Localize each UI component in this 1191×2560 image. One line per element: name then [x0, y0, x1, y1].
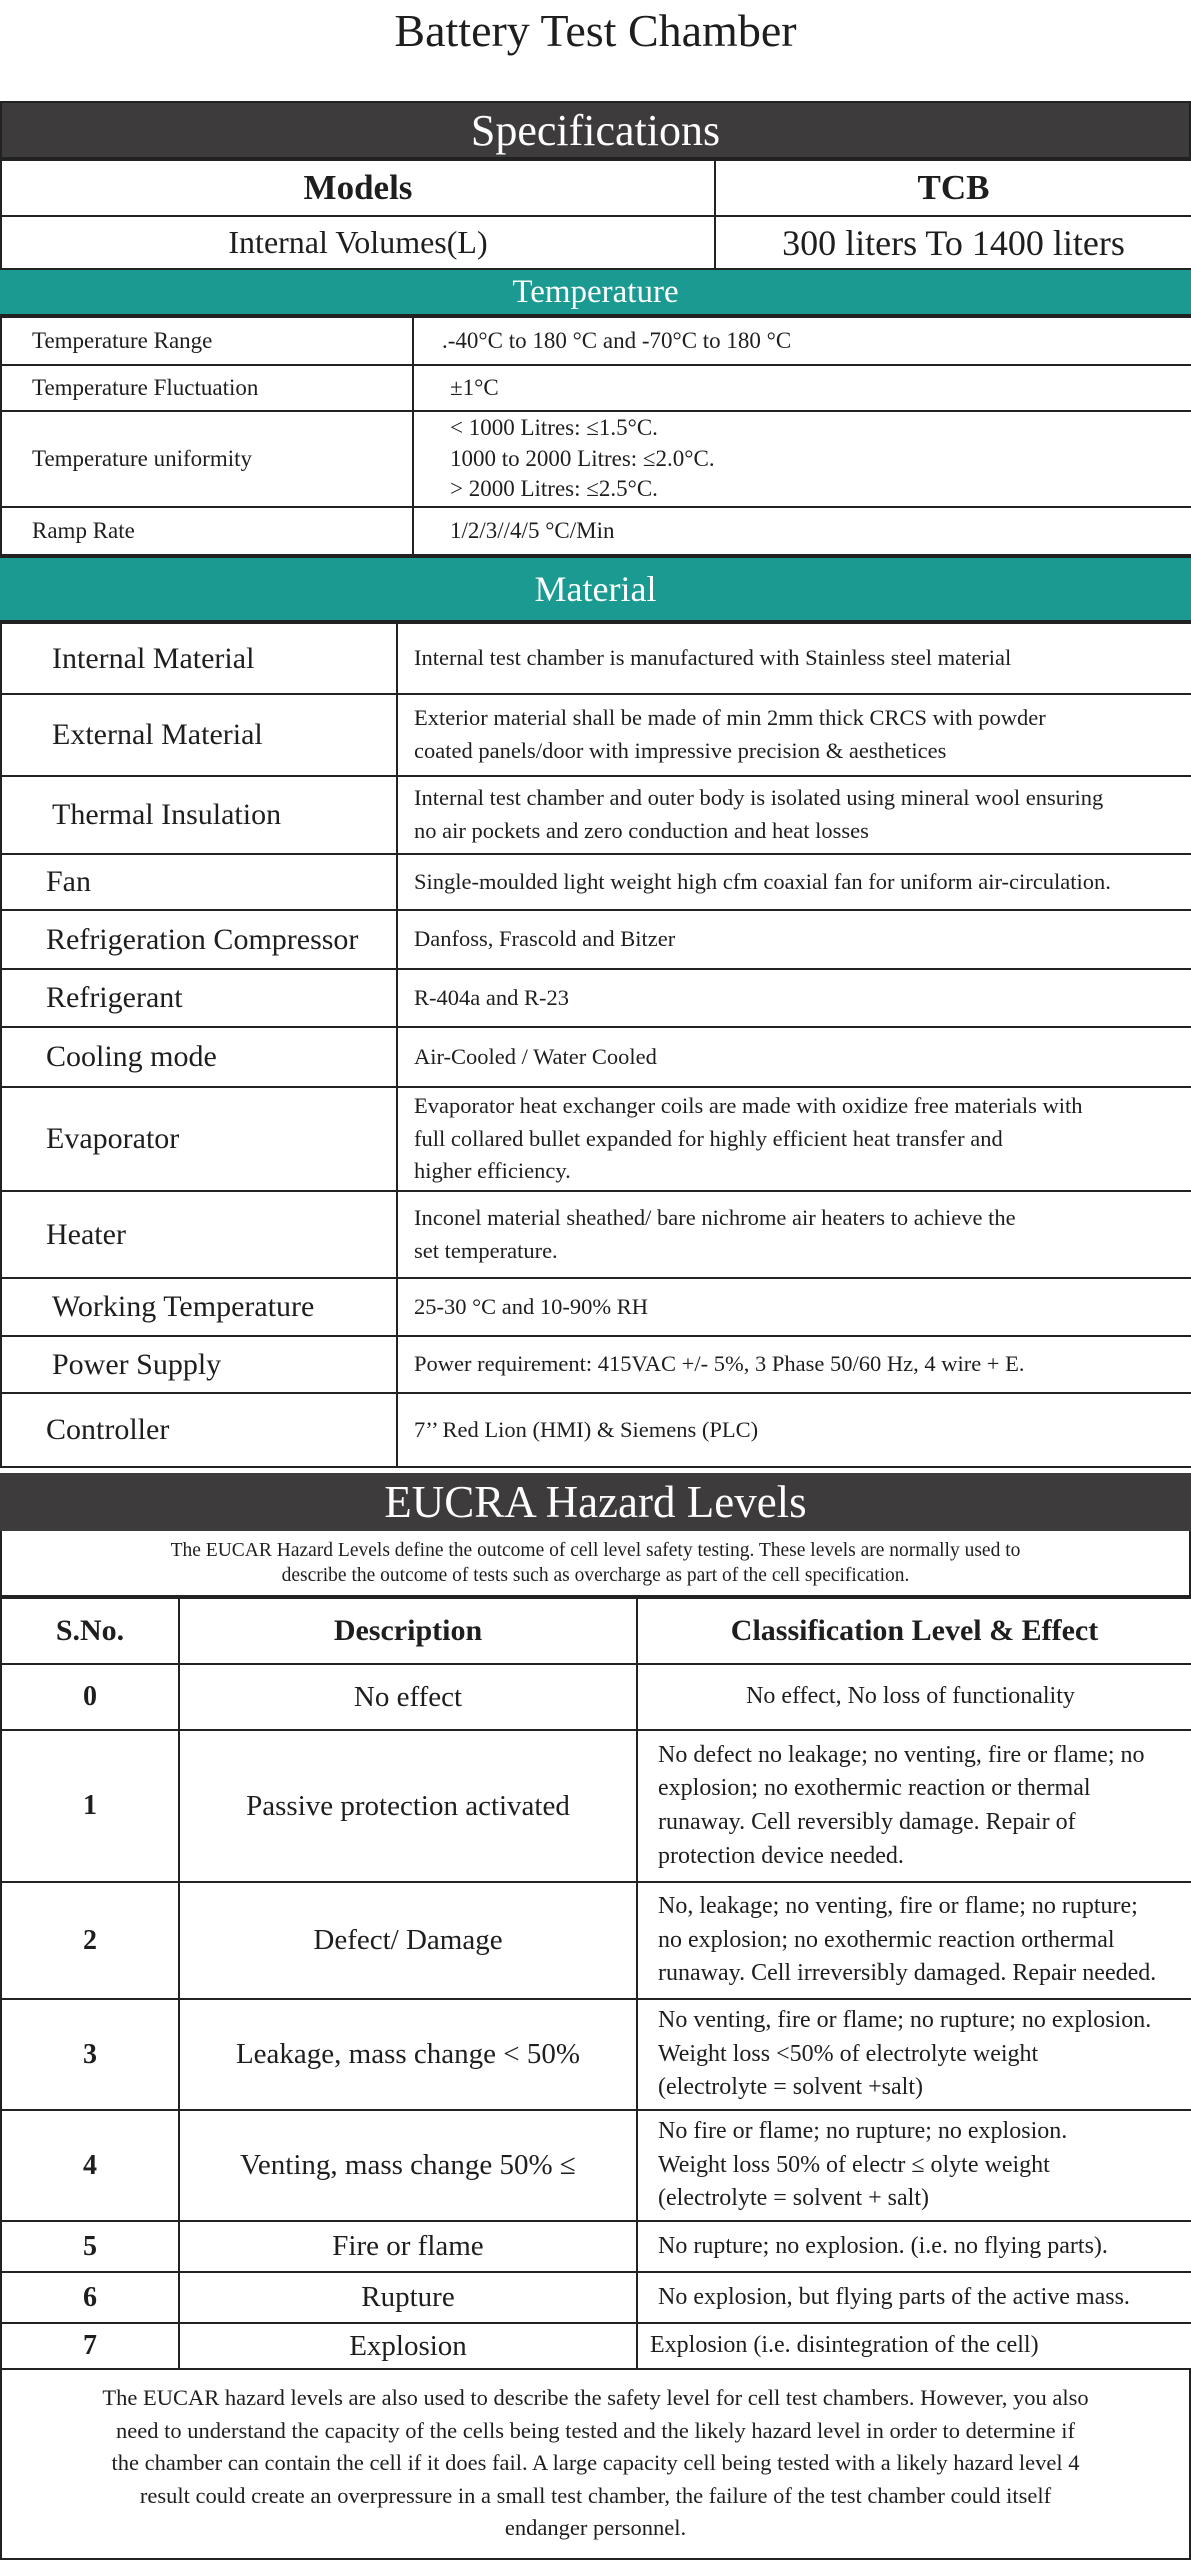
hazard-effect-line: No effect, No loss of functionality — [746, 1683, 1075, 1710]
hazard-intro — [0, 1531, 1191, 1597]
hazard-effect-line: Weight loss <50% of electrolyte weight — [658, 2040, 1039, 2067]
temperature-fluctuation-value: ±1°C — [413, 365, 1191, 411]
hazard-effect-line: (electrolyte = solvent +salt) — [658, 2074, 923, 2101]
table-row — [1, 776, 1191, 854]
column-header-sno: S.No. — [1, 1598, 179, 1664]
temperature-range-value: .-40°C to 180 °C and -70°C to 180 °C — [413, 317, 1191, 365]
hazard-effect — [637, 2221, 1191, 2272]
table-row — [1, 1336, 1191, 1393]
hazard-row — [1, 2110, 1191, 2221]
material-label: Working Temperature — [1, 1278, 397, 1336]
temperature-range-label: Temperature Range — [1, 317, 413, 365]
table-row — [1, 1278, 1191, 1336]
material-label: Refrigerant — [1, 969, 397, 1027]
table-row — [1, 969, 1191, 1027]
material-value-line: no air pockets and zero conduction and heat losses — [414, 818, 869, 843]
models-value: TCB — [715, 160, 1191, 216]
hazard-effect — [637, 2110, 1191, 2221]
material-table — [0, 622, 1191, 1468]
temperature-fluctuation-label: Temperature Fluctuation — [1, 365, 413, 411]
hazard-description: Defect/ Damage — [179, 1882, 637, 1999]
footer-line: need to understand the capacity of the cells being tested and the likely hazard level in order to determine if — [115, 2417, 1075, 2443]
hazard-effect-line: No venting, fire or flame; no rupture; no explosion. — [658, 2007, 1152, 2034]
hazard-effect-line: No rupture; no explosion. (i.e. no flying parts). — [658, 2232, 1108, 2259]
material-value — [397, 1191, 1191, 1278]
table-row — [1, 1027, 1191, 1087]
hazard-level-number: 6 — [1, 2272, 179, 2323]
table-row — [1, 910, 1191, 969]
uniformity-line: < 1000 Litres: ≤1.5°C. — [450, 415, 658, 441]
material-value-line: full collared bullet expanded for highly efficient heat transfer and — [414, 1125, 1003, 1151]
hazard-intro-line: describe the outcome of tests such as overcharge as part of the cell specification. — [281, 1565, 910, 1586]
models-table — [0, 159, 1191, 270]
hazard-description: Fire or flame — [179, 2221, 637, 2272]
hazard-effect-line: Weight loss 50% of electr ≤ olyte weight — [658, 2151, 1050, 2178]
hazard-effect-line: (electrolyte = solvent + salt) — [658, 2185, 929, 2212]
table-row — [1, 854, 1191, 910]
uniformity-line: > 2000 Litres: ≤2.5°C. — [450, 476, 658, 502]
material-value-line: Exterior material shall be made of min 2mm thick CRCS with powder — [414, 705, 1046, 731]
table-row — [1, 365, 1191, 411]
hazard-effect — [637, 2272, 1191, 2323]
temperature-header: Temperature — [0, 268, 1191, 316]
material-value-line: higher efficiency. — [414, 1158, 571, 1184]
footer-line: endanger personnel. — [504, 2515, 687, 2541]
material-label: Evaporator — [1, 1087, 397, 1191]
hazard-level-number: 2 — [1, 1882, 179, 1999]
hazard-level-number: 5 — [1, 2221, 179, 2272]
hazard-level-number: 4 — [1, 2110, 179, 2221]
hazard-level-number: 0 — [1, 1664, 179, 1730]
material-value-line: 25-30 °C and 10-90% RH — [414, 1293, 648, 1319]
table-row — [1, 694, 1191, 776]
table-row — [1, 1393, 1191, 1467]
material-value-line: Evaporator heat exchanger coils are made with oxidize free materials with — [414, 1093, 1083, 1119]
hazard-level-number: 7 — [1, 2323, 179, 2369]
temperature-table — [0, 316, 1191, 556]
material-value-line: Internal test chamber is manufactured with Stainless steel material — [414, 645, 1012, 671]
material-value-line: Single-moulded light weight high cfm coaxial fan for uniform air-circulation. — [414, 868, 1111, 894]
table-row — [1, 317, 1191, 365]
hazard-footer — [0, 2369, 1191, 2560]
hazard-row — [1, 1730, 1191, 1882]
table-row — [1, 507, 1191, 555]
table-row — [1, 411, 1191, 507]
hazard-effect-line: explosion; no exothermic reaction or thermal — [658, 1775, 1091, 1802]
table-row — [1, 623, 1191, 694]
material-value — [397, 1336, 1191, 1393]
material-label: External Material — [1, 694, 397, 776]
hazard-effect — [637, 2323, 1191, 2369]
hazard-row — [1, 2272, 1191, 2323]
material-value-line: Danfoss, Frascold and Bitzer — [414, 926, 676, 952]
models-label: Models — [1, 160, 715, 216]
material-label: Thermal Insulation — [1, 776, 397, 854]
material-value-line: Inconel material sheathed/ bare nichrome air heaters to achieve the — [414, 1204, 1016, 1230]
material-value — [397, 854, 1191, 910]
page-title: Battery Test Chamber — [394, 4, 797, 56]
material-value-line: coated panels/door with impressive precision & aesthetices — [414, 738, 947, 763]
material-value-line: set temperature. — [414, 1237, 558, 1263]
hazard-description: Passive protection activated — [179, 1730, 637, 1882]
hazard-description: Leakage, mass change < 50% — [179, 1999, 637, 2110]
hazard-effect-line: Explosion (i.e. disintegration of the cell) — [650, 2332, 1039, 2359]
uniformity-line: 1000 to 2000 Litres: ≤2.0°C. — [450, 445, 715, 471]
hazard-header: EUCRA Hazard Levels — [0, 1473, 1191, 1531]
hazard-effect-line: No explosion, but flying parts of the active mass. — [658, 2283, 1130, 2310]
material-header: Material — [0, 556, 1191, 622]
material-value — [397, 1278, 1191, 1336]
hazard-effect-line: runaway. Cell reversibly damage. Repair of — [658, 1809, 1076, 1835]
material-label: Controller — [1, 1393, 397, 1467]
hazard-effect-line: protection device needed. — [658, 1842, 904, 1869]
material-value — [397, 1027, 1191, 1087]
hazard-row — [1, 1664, 1191, 1730]
ramp-rate-label: Ramp Rate — [1, 507, 413, 555]
material-label: Power Supply — [1, 1336, 397, 1393]
hazard-row — [1, 1999, 1191, 2110]
volume-value: 300 liters To 1400 liters — [715, 216, 1191, 269]
volume-label: Internal Volumes(L) — [1, 216, 715, 269]
material-label: Refrigeration Compressor — [1, 910, 397, 969]
material-label: Heater — [1, 1191, 397, 1278]
material-value-line: Power requirement: 415VAC +/- 5%, 3 Phase 50/60 Hz, 4 wire + E. — [414, 1351, 1025, 1377]
hazard-row — [1, 2221, 1191, 2272]
material-value-line: Internal test chamber and outer body is isolated using mineral wool ensuring — [414, 785, 1104, 811]
hazard-intro-line: The EUCAR Hazard Levels define the outcome of cell level safety testing. These levels are normally used to — [170, 1539, 1021, 1561]
hazard-effect-line: No fire or flame; no rupture; no explosion. — [658, 2118, 1068, 2145]
hazard-effect-line: no explosion; no exothermic reaction orthermal — [658, 1926, 1115, 1953]
column-header-description: Description — [179, 1598, 637, 1664]
hazard-effect — [637, 1664, 1191, 1730]
material-value — [397, 623, 1191, 694]
material-value-line: R-404a and R-23 — [414, 984, 569, 1010]
material-value — [397, 1087, 1191, 1191]
ramp-rate-value: 1/2/3//4/5 °C/Min — [413, 507, 1191, 555]
hazard-row — [1, 1882, 1191, 1999]
material-label: Internal Material — [1, 623, 397, 694]
specifications-header: Specifications — [0, 101, 1191, 159]
hazard-effect — [637, 1730, 1191, 1882]
material-label: Fan — [1, 854, 397, 910]
material-value-line: Air-Cooled / Water Cooled — [414, 1043, 657, 1069]
material-value — [397, 1393, 1191, 1467]
material-value — [397, 910, 1191, 969]
hazard-effect-line: runaway. Cell irreversibly damaged. Repair needed. — [658, 1960, 1157, 1987]
hazard-description: Venting, mass change 50% ≤ — [179, 2110, 637, 2221]
hazard-row — [1, 2323, 1191, 2369]
material-value — [397, 694, 1191, 776]
material-value — [397, 776, 1191, 854]
column-header-classification: Classification Level & Effect — [637, 1598, 1191, 1664]
hazard-effect-line: No defect no leakage; no venting, fire or flame; no — [658, 1741, 1145, 1768]
material-value — [397, 969, 1191, 1027]
hazard-description: Rupture — [179, 2272, 637, 2323]
footer-line: result could create an overpressure in a small test chamber, the failure of the test chamber could itself — [139, 2482, 1052, 2508]
table-row — [1, 1191, 1191, 1278]
footer-line: the chamber can contain the cell if it does fail. A large capacity cell being tested with a likely hazard level 4 — [111, 2450, 1080, 2476]
hazard-level-number: 3 — [1, 1999, 179, 2110]
hazard-level-number: 1 — [1, 1730, 179, 1882]
hazard-table — [0, 1597, 1191, 2370]
hazard-header-row — [1, 1598, 1191, 1664]
material-value-line: 7’’ Red Lion (HMI) & Siemens (PLC) — [414, 1416, 759, 1442]
hazard-effect-line: No, leakage; no venting, fire or flame; no rupture; — [658, 1893, 1138, 1920]
footer-line: The EUCAR hazard levels are also used to describe the safety level for cell test chambers. However, you also — [102, 2384, 1089, 2410]
material-label: Cooling mode — [1, 1027, 397, 1087]
hazard-description: No effect — [179, 1664, 637, 1730]
temperature-uniformity-value — [413, 411, 1191, 507]
table-row — [1, 1087, 1191, 1191]
hazard-effect — [637, 1882, 1191, 1999]
hazard-description: Explosion — [179, 2323, 637, 2369]
temperature-uniformity-label: Temperature uniformity — [1, 411, 413, 507]
hazard-effect — [637, 1999, 1191, 2110]
